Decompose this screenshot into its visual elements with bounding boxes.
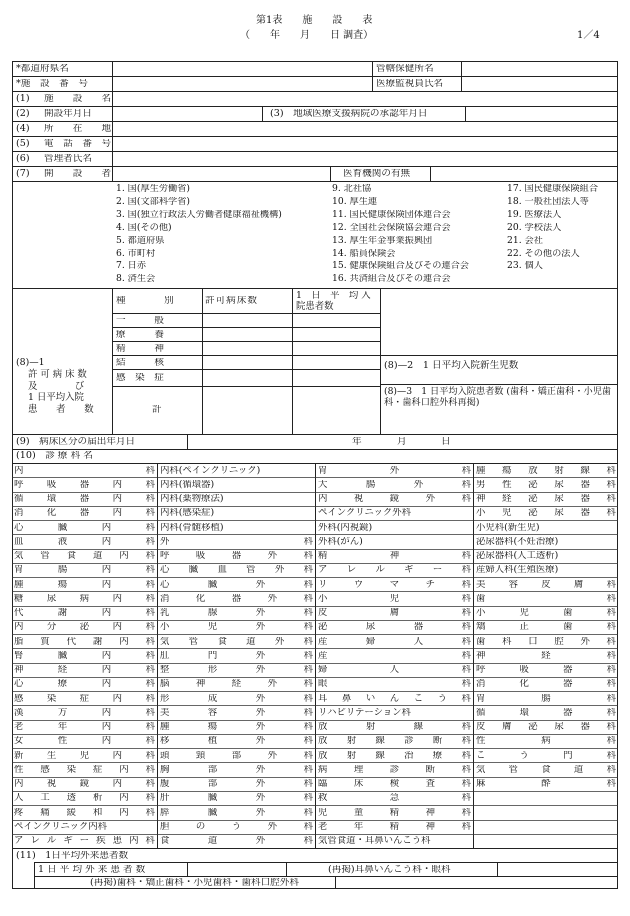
department-item: 肛 門 外 科 — [160, 650, 313, 661]
department-item: 漢 方 内 科 — [14, 707, 155, 718]
department-item: 小児科(新生児) — [476, 522, 540, 532]
founder-option: 14. 船員保険会 — [332, 248, 396, 258]
department-item: 脂 質 代 謝 内 科 — [14, 636, 155, 647]
department-item: 循 環 器 科 — [476, 707, 616, 718]
bed-type-header: 種 別 — [116, 296, 174, 306]
founder-option: 6. 市町村 — [116, 248, 156, 258]
department-item: 気 管 食 道 内 科 — [14, 551, 155, 561]
health-center-label: 管轄保健所名 — [376, 64, 434, 74]
department-item: 心 臓 外 科 — [160, 579, 313, 589]
dental-inpatients-label: (8)—3 1 日平均入院患者数 (歯科・矯正歯科・小児歯科・歯科口腔外科再掲) — [384, 386, 612, 409]
department-item: 新 生 児 内 科 — [14, 750, 155, 761]
department-item: 内科(ペインクリニック) — [160, 465, 261, 475]
department-item: リ ウ マ チ 科 — [318, 579, 471, 589]
department-item: ア レ ル ギ ー 科 — [318, 565, 471, 575]
founder-option: 10. 厚生連 — [332, 196, 378, 207]
department-item: 歯 科 — [476, 593, 616, 604]
department-item: 小 児 外 科 — [160, 622, 313, 632]
inspector-label: 医療監視員氏名 — [376, 79, 444, 89]
department-item: 内科(感染症) — [160, 508, 215, 518]
department-item: 性 病 科 — [476, 736, 616, 746]
founder-option: 20. 学校法人 — [507, 222, 562, 232]
manager-label: 管理者氏名 — [44, 154, 92, 164]
founder-option: 12. 全国社会保険協会連合会 — [332, 222, 451, 232]
department-item: 児 童 精 神 科 — [318, 807, 471, 818]
row-1-no: (1) — [16, 94, 30, 104]
department-item: 神 経 内 科 — [14, 665, 155, 675]
row-6-no: (6) — [16, 154, 30, 164]
founder-option: 9. 北社協 — [332, 184, 372, 194]
department-item: 胆 の う 外 科 — [160, 822, 313, 832]
department-item: 乳 腺 外 科 — [160, 608, 313, 618]
department-item: 老 年 精 神 科 — [318, 822, 471, 832]
day-label: 日 — [441, 437, 451, 447]
bed-type-tuberculosis: 結 核 — [116, 358, 164, 368]
department-item: 肝 臓 外 科 — [160, 793, 313, 803]
department-item: 胃 腸 科 — [476, 693, 616, 704]
department-item: 血 液 内 科 — [14, 536, 155, 547]
founder-option: 5. 都道府県 — [116, 235, 165, 245]
beds-title: (8)—1 許 可 病 床 数 及 び 1 日平均入院 患 者 数 — [16, 357, 94, 415]
department-item: 外科(がん) — [318, 536, 363, 547]
founder-option: 8. 済生会 — [116, 274, 156, 284]
founder-option: 22. その他の法人 — [507, 248, 580, 258]
avg-outpatient-label: 1 日 平 均 外 来 患 者 数 — [38, 865, 146, 875]
department-item: 内 視 鏡 外 科 — [318, 494, 471, 504]
founder-option: 13. 厚生年金事業振興団 — [332, 235, 433, 245]
department-item: 消 化 器 外 科 — [160, 593, 313, 604]
department-item: 胸 部 外 科 — [160, 764, 313, 775]
row-5-no: (5) — [16, 139, 30, 149]
founder-option: 21. 会社 — [507, 235, 543, 245]
page-number: 1／4 — [577, 30, 600, 41]
department-item: 皮 膚 泌 尿 器 科 — [476, 722, 616, 732]
department-item: 美 容 皮 膚 科 — [476, 579, 616, 589]
department-item: 気管食道・耳鼻いんこう科 — [318, 836, 431, 846]
department-item: 呼 吸 器 内 科 — [14, 479, 155, 490]
department-item: 腫 瘍 放 射 線 科 — [476, 465, 616, 475]
founder-option: 15. 健康保険組合及びその連合会 — [332, 261, 469, 271]
department-item: 神 経 泌 尿 器 科 — [476, 494, 616, 504]
department-item: 小 児 科 — [318, 593, 471, 604]
ent-ophthalmology-label: (再掲)耳鼻いんこう科・眼科 — [328, 865, 451, 875]
bed-type-infectious: 感 染 症 — [116, 373, 164, 383]
department-item: 臨 床 検 査 科 — [318, 779, 471, 789]
department-item: 性 感 染 症 内 科 — [14, 764, 155, 775]
department-item: 消 化 器 科 — [476, 679, 616, 689]
department-item: ペインクリニック外科 — [318, 508, 411, 518]
department-item: 心 療 内 科 — [14, 679, 155, 689]
founder-option: 17. 国民健康保険組合 — [507, 184, 599, 194]
department-item: 心 臓 血 管 外 科 — [160, 565, 313, 575]
department-item: 老 年 内 科 — [14, 722, 155, 732]
department-item: 産 婦 人 科 — [318, 636, 471, 647]
medical-institution-label: 医育機関の有無 — [343, 169, 411, 179]
department-item: 人 工 透 析 内 科 — [14, 793, 155, 803]
newborn-label: (8)—2 1 日平均入院新生児数 — [384, 360, 519, 371]
department-item: 産婦人科(生殖医療) — [476, 565, 559, 575]
department-item: 循 環 器 内 科 — [14, 494, 155, 504]
approval-date-label: (3) 地域医療支援病院の承認年月日 — [270, 109, 428, 119]
department-item: 麻 酔 科 — [476, 779, 616, 789]
department-item: 外科(内視鏡) — [318, 522, 373, 532]
department-item: 救 急 科 — [318, 793, 471, 803]
founder-option: 1. 国(厚生労働省) — [116, 184, 190, 194]
bed-type-general: 一 般 — [116, 316, 164, 326]
department-item: 膵 臓 外 科 — [160, 807, 313, 818]
permitted-beds-header: 許可病床数 — [205, 296, 258, 306]
facility-number-label: *施 設 番 号 — [16, 79, 88, 89]
founder-option: 7. 日赤 — [116, 261, 147, 271]
department-item: こ う 門 科 — [476, 750, 616, 761]
department-item: 泌尿器科(人工透析) — [476, 551, 559, 561]
department-item: 内 視 鏡 内 科 — [14, 779, 155, 789]
bed-total-label: 計 — [152, 405, 162, 415]
department-item: 外 科 — [160, 536, 313, 547]
department-item: 矯 正 歯 科 — [476, 622, 616, 632]
dental-outpatient-label: (再掲)歯科・矯正歯科・小児歯科・歯科口腔外科 — [90, 878, 299, 888]
department-item: 精 神 科 — [318, 551, 471, 561]
department-item: 小 児 泌 尿 器 科 — [476, 508, 616, 518]
department-item: 消 化 器 内 科 — [14, 508, 155, 518]
avg-inpatients-header: 1 日 平 均 入院患者数 — [296, 291, 371, 312]
department-item: ア レ ル ギ ー 疾 患 内 科 — [14, 836, 155, 846]
department-item: 脳 神 経 外 科 — [160, 679, 313, 689]
department-item: リハビリテーション科 — [318, 707, 411, 718]
row-2-no: (2) — [16, 109, 30, 119]
department-item: 婦 人 科 — [318, 665, 471, 675]
department-item: 整 形 外 科 — [160, 665, 313, 675]
department-item: 放 射 線 治 療 科 — [318, 750, 471, 761]
department-item: 感 染 症 内 科 — [14, 693, 155, 704]
department-item: 病 理 診 断 科 — [318, 764, 471, 775]
founder-option: 19. 医療法人 — [507, 209, 562, 219]
department-item: 食 道 外 科 — [160, 836, 313, 846]
year-label: 年 — [352, 437, 362, 447]
department-item: 耳 鼻 い ん こ う 科 — [318, 693, 471, 704]
department-item: 腫 瘍 外 科 — [160, 722, 313, 732]
founder-label: 開 設 者 — [44, 169, 112, 179]
department-item: 内科(薬物療法) — [160, 494, 224, 504]
department-item: 気 管 食 道 科 — [476, 764, 616, 775]
row-4-no: (4) — [16, 124, 30, 134]
department-item: 皮 膚 科 — [318, 608, 471, 618]
bed-division-label: (9) 病床区分の届出年月日 — [16, 437, 136, 447]
founder-option: 16. 共済組合及びその連合会 — [332, 274, 451, 284]
department-item: 呼 吸 器 科 — [476, 665, 616, 675]
survey-date-line: （ 年 月 日 調査） — [240, 30, 374, 41]
month-label: 月 — [397, 437, 407, 447]
department-item: 呼 吸 器 外 科 — [160, 551, 313, 561]
department-item: 頭 頸 部 外 科 — [160, 750, 313, 761]
department-item: 内 科 — [14, 465, 155, 475]
outpatient-title: (11) 1日平均外来患者数 — [16, 851, 129, 861]
department-item: 心 臓 内 科 — [14, 522, 155, 532]
department-item: 腎 臓 内 科 — [14, 650, 155, 661]
department-item: 気 管 食 道 外 科 — [160, 636, 313, 647]
founder-option: 23. 個人 — [507, 261, 543, 271]
department-item: 代 謝 内 科 — [14, 608, 155, 618]
department-item: 糖 尿 病 内 科 — [14, 593, 155, 604]
bed-type-long-term: 療 養 — [116, 330, 164, 340]
department-item: 放 射 線 科 — [318, 722, 471, 732]
department-item: 放 射 線 診 断 科 — [318, 736, 471, 746]
founder-option: 2. 国(文部科学省) — [116, 196, 190, 207]
department-item: 大 腸 外 科 — [318, 479, 471, 490]
department-item: 胃 腸 内 科 — [14, 565, 155, 575]
department-item: 腫 瘍 内 科 — [14, 579, 155, 589]
row-7-no: (7) — [16, 169, 30, 179]
department-item: 泌尿器科(不妊治療) — [476, 536, 559, 547]
department-item: 内 分 泌 内 科 — [14, 622, 155, 632]
founder-option: 18. 一般社団法人等 — [507, 196, 589, 207]
department-item: 歯 科 口 腔 外 科 — [476, 636, 616, 647]
department-item: 胃 外 科 — [318, 465, 471, 475]
form-title: 第1表 施 設 表 — [256, 15, 373, 26]
department-item: 移 植 外 科 — [160, 736, 313, 746]
department-item: 女 性 内 科 — [14, 736, 155, 746]
address-label: 所 在 地 — [44, 124, 112, 134]
department-item: 小 児 歯 科 — [476, 608, 616, 618]
department-item: 美 容 外 科 — [160, 707, 313, 718]
department-item: 内科(骨髄移植) — [160, 522, 224, 532]
departments-title: (10) 診 療 科 名 — [16, 451, 93, 461]
department-item: 眼 科 — [318, 679, 471, 689]
department-item: 泌 尿 器 科 — [318, 622, 471, 632]
prefecture-label: *都道府県名 — [16, 64, 69, 74]
phone-label: 電 話 番 号 — [44, 139, 112, 149]
department-item: 内科(循環器) — [160, 479, 215, 490]
founder-option: 11. 国民健康保険団体連合会 — [332, 209, 451, 219]
department-item: 疼 痛 緩 和 内 科 — [14, 807, 155, 818]
department-item: 神 経 科 — [476, 650, 616, 661]
founder-option: 3. 国(独立行政法人労働者健康福祉機構) — [116, 209, 282, 219]
department-item: ペインクリニック内科 — [14, 822, 107, 832]
department-item: 形 成 外 科 — [160, 693, 313, 704]
department-item: 腹 部 外 科 — [160, 779, 313, 789]
founder-option: 4. 国(その他) — [116, 222, 172, 232]
department-item: 男 性 泌 尿 器 科 — [476, 479, 616, 490]
facility-name-label: 施 設 名 — [44, 94, 112, 104]
opening-date-label: 開設年月日 — [44, 109, 92, 119]
bed-type-psychiatric: 精 神 — [116, 344, 164, 354]
department-item: 産 科 — [318, 650, 471, 661]
